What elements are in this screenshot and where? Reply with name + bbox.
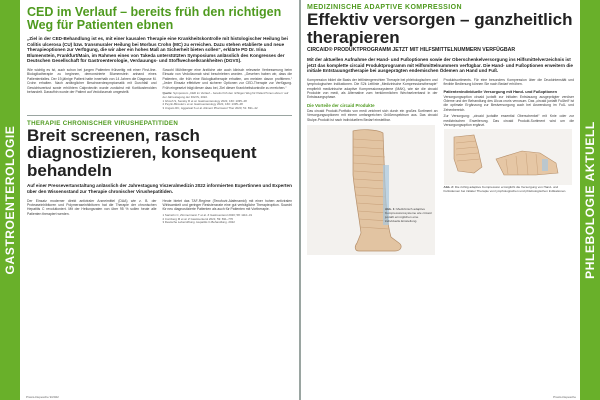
reference-item: 2 Peyrin-Biroulet L et al. Gastroenterology 2021; 160: 1335–48 xyxy=(162,102,243,107)
article-headline: Effektiv versorgen – ganzheitlich therapieren xyxy=(307,10,573,47)
left-page xyxy=(0,0,299,400)
reference-item: 1 Ghosh S, Sensky R et al. Gastroenterology 2021; 160: 1335–48 xyxy=(162,98,247,103)
second-article-headline: Breit screenen, rasch diagnostizieren, konsequent behandeln xyxy=(27,125,257,180)
left-content xyxy=(27,6,292,225)
leg-wrap-illustration xyxy=(307,125,435,255)
article-body xyxy=(27,68,292,111)
section-tab-gastro xyxy=(0,0,20,400)
reference-item: 1 Sarrazin C, Zimmermann T et al. Z Gastroenterol 2020; 58: 1110–31 xyxy=(162,212,253,217)
article-lead: Mit der aktuellen Aufnahme der Hand- und Fußoptionen sowie der Oberschenkelversorgung ins Hilfsmittelverzeichnis ist jetzt das komplette circaid Produktprogramm mit Hilfsmittelnummern verfügbar. Die Hand- und Fußoptionen erweitern die initiale Entstauungstherapie bei ausgeprägten endemischen Ödemen an Hand und Fuß. xyxy=(307,57,573,74)
section-tab-label: PHLEBOLOGIE AKTUELL xyxy=(583,121,597,279)
page-footer: Praxis-Depesche xyxy=(553,395,576,399)
right-page xyxy=(301,0,600,400)
body-text: Das circaid Produkt-Portfolio von medi zeichnet sich durch ein großes Sortiment an Versorgungsoptionen mit einem umfangreichen Größenspektrum aus. Das circaid Stulpe-Produkt ist nach individuellem Bedarf einstellbar. xyxy=(307,108,438,122)
body-text: Kompression bildet die Basis der leitliniengerechten Therapie bei phlebologischen und lymphologischen Indikationen. Die S2k Leitlinie „Medizinische Kompressionstherapie“ empfiehlt medizinische adaptive Kompressionssysteme (MAK), wie sie die circaid Produkte von medi, als Alternative zum herkömmlichen Wechselverband in der Entstauungsphase. xyxy=(307,77,438,100)
second-article-lead: Auf einer Pressevertanstaltung anlässlich der Jahrestagung Viszeralmedizin 2022 informierten Expertinnen und Experten über den Wissensstand zur Therapie chronischer Virushepatitiden. xyxy=(27,183,292,195)
body-text: Versorgungsoption circaid juxtafit zur initialen Entstauung ausgeprägter venöser Ödeme und der Behandlung des Ulcus cruris venosum. Das „circaid juxtafit Fußteil“ ist die optimale Ergänzung zur Bestversorgung auch bei Anwendung im Fuß- und Zehenbereich. xyxy=(443,94,574,112)
body-column-1 xyxy=(27,68,157,111)
body-text: Produktsortiments. Für eine besonders Kompression über die Druckintensität und flexible Bedienung können Sie nach Bedarf erhöhen. xyxy=(443,77,574,87)
hand-foot-wrap-illustration xyxy=(444,129,572,185)
reference-item: 3 Ungaro RC, Aggarwal S et al. Aliment Pharmacol Ther 2020; 51: 831–42 xyxy=(162,106,258,111)
figure-caption-text: Die richtig adaptive Kompression ermöglicht die Versorgung von Hand- und Fußödemen bei initialer Therapie von lymphologischen und phlebologischen Indikationen. xyxy=(443,185,567,194)
body-column-4 xyxy=(163,199,293,226)
body-text: Zur Versorgung: „circaid juxtalite essential Oberschenkel“ mit Knie oder zur medizinischen Erweiterung. Das circaid Produkt-Sortiment wird um die Versorgungsoption ergänzt. xyxy=(443,114,574,128)
article-headline: CED im Verlauf – bereits früh den richtigen Weg für Patienten ebnen xyxy=(27,5,282,32)
right-content xyxy=(307,4,574,255)
reference-item: 3 Deutsche Leberstiftung. Hepatitis C-Behandlung. 2022 xyxy=(162,220,235,225)
source-box xyxy=(163,92,293,111)
body-text: Wie wichtig es ist, auch schon bei jungen Patienten frühzeitig mit einer First-line-Biologikatherapie zu beginnen, demonstrierte Blumenstein anhand eines Patientenfalles. Der 19-jährige Patient hatte innerhalb von 14 Jahren die Diagnose M. Crohn erhalten. Nach anfänglicher Beschwerdesymptomatik mit Durchfall und Gewichtsverlust sowie erhöhtem Calprotectin wurde zunächst mit Kortikosteroiden behandelt. Daraufhin wurde der Patient auf Vedolizumab umgestellt. xyxy=(27,67,157,94)
section-tab-phlebo xyxy=(580,0,600,400)
section-subhead: Die Vorteile der circaid Produkte xyxy=(307,102,375,108)
body-text: Heute bietet das TAF-Regime (Tenofovir-Alafenamid) mit einer hohen antiviralen Wirksamkeit und geringer Resistenzrate eine gut verträgliche Therapieoption. Sowohl für neu diagnostizierte Patienten als auch für Patienten mit Vortherapie. xyxy=(162,198,292,212)
figure-caption xyxy=(444,185,575,193)
second-article xyxy=(27,120,292,225)
body-column-2 xyxy=(444,78,575,255)
page-footer: Praxis-Depesche 9/2022 xyxy=(26,395,59,399)
product-photo-leg xyxy=(307,125,438,255)
figure-caption xyxy=(385,207,433,223)
section-tab-label: GASTROENTEROLOGIE xyxy=(3,125,17,275)
figure-caption-text: Medizinisch adaptive Kompressionssysteme wie circaid juxtafit ermöglichen eine individuelle Einstellung. xyxy=(385,207,432,224)
second-article-body xyxy=(27,199,292,226)
section-subhead: Patientenindividuelle Versorgung mit Hand- und Fußoptionen xyxy=(443,88,557,94)
figure-label: Abb. 2: xyxy=(443,185,454,190)
article-kicker: MEDIZINISCHE ADAPTIVE KOMPRESSION xyxy=(307,4,462,11)
article-lead: „Ziel in der CED-Behandlung ist es, mit einer kausalen Therapie eine Krankheitskontrolle mit histologischer Heilung bei Colitis ulcerosa (CU) bzw. transmuraler Heilung bei Morbus Crohn (MC) zu erreichen. Dazu stehen etablierte und neue Therapieoptionen zur Verfügung, die wir aber ein hohes Maß an Sicherheit bieten sollen“, erklärte PD Dr. Irina Blumenstein, Frankfurt/Main, im Rahmen eines von Takeda unterstützten Symposiums anlässlich des Kongresses der Deutschen Gesellschaft für Gastroenterologie, Verdauungs- und Stoffwechselkrankheiten (DGVS). xyxy=(27,36,288,64)
figure-label: Abb. 1: xyxy=(385,207,396,212)
body-column-1 xyxy=(307,78,438,255)
reference-item: 2 Cornberg M et al. Z Gastroenterol 2021; 59: 691–776 xyxy=(162,216,234,221)
body-column-2 xyxy=(163,68,293,111)
source-text: Symposium „CED im Verlauf – bereits früh den richtigen Weg für Patient*innen ebnen“ auf der Jahrestagung der DGVS, 2022. xyxy=(162,91,289,99)
product-photo-hand-foot xyxy=(444,129,575,185)
body-column-3 xyxy=(27,199,157,226)
source-label: Quelle: xyxy=(162,91,173,95)
article-subkicker: CIRCAID® PRODUKTPROGRAMM JETZT MIT HILFSMITTELNUMMERN VERFÜGBAR xyxy=(307,47,516,53)
body-text: Der Einsatz moderner direkt antiviraler Arzneimittel (DAA) wie z. B. der Proteaseinhibitoren und Polymeraseinhibitoren hat die Therapie der chronischen Hepatitis C revolutioniert. Mit der Heilungsraten von über 95 % sollen heute alle Patienten therapiert werden. xyxy=(27,198,157,216)
reference-list xyxy=(163,214,293,225)
second-article-kicker: THERAPIE CHRONISCHER VIRUSHEPATITIDEN xyxy=(27,119,179,127)
section-divider xyxy=(27,115,292,116)
article-body xyxy=(307,78,574,255)
body-text: Sowohl Mühlberger eine ärztliche wie auch klinisch relevante Verbesserung beim Einsatz von Vedolizumab sind beschrieben worden. „Gesehen haben wir, dass die Patienten, die früh eine Biologikatherapie erhalten, am meisten davon profitieren.“ „Jeder Einsatz effektiver und sicherer Optionen zur CED-Therapie zur Verfügung. Früh eingesetzt trägt dieser dazu bei, Ziel dieser Krankheitskontrolle zu erreichen.“ xyxy=(162,67,292,90)
